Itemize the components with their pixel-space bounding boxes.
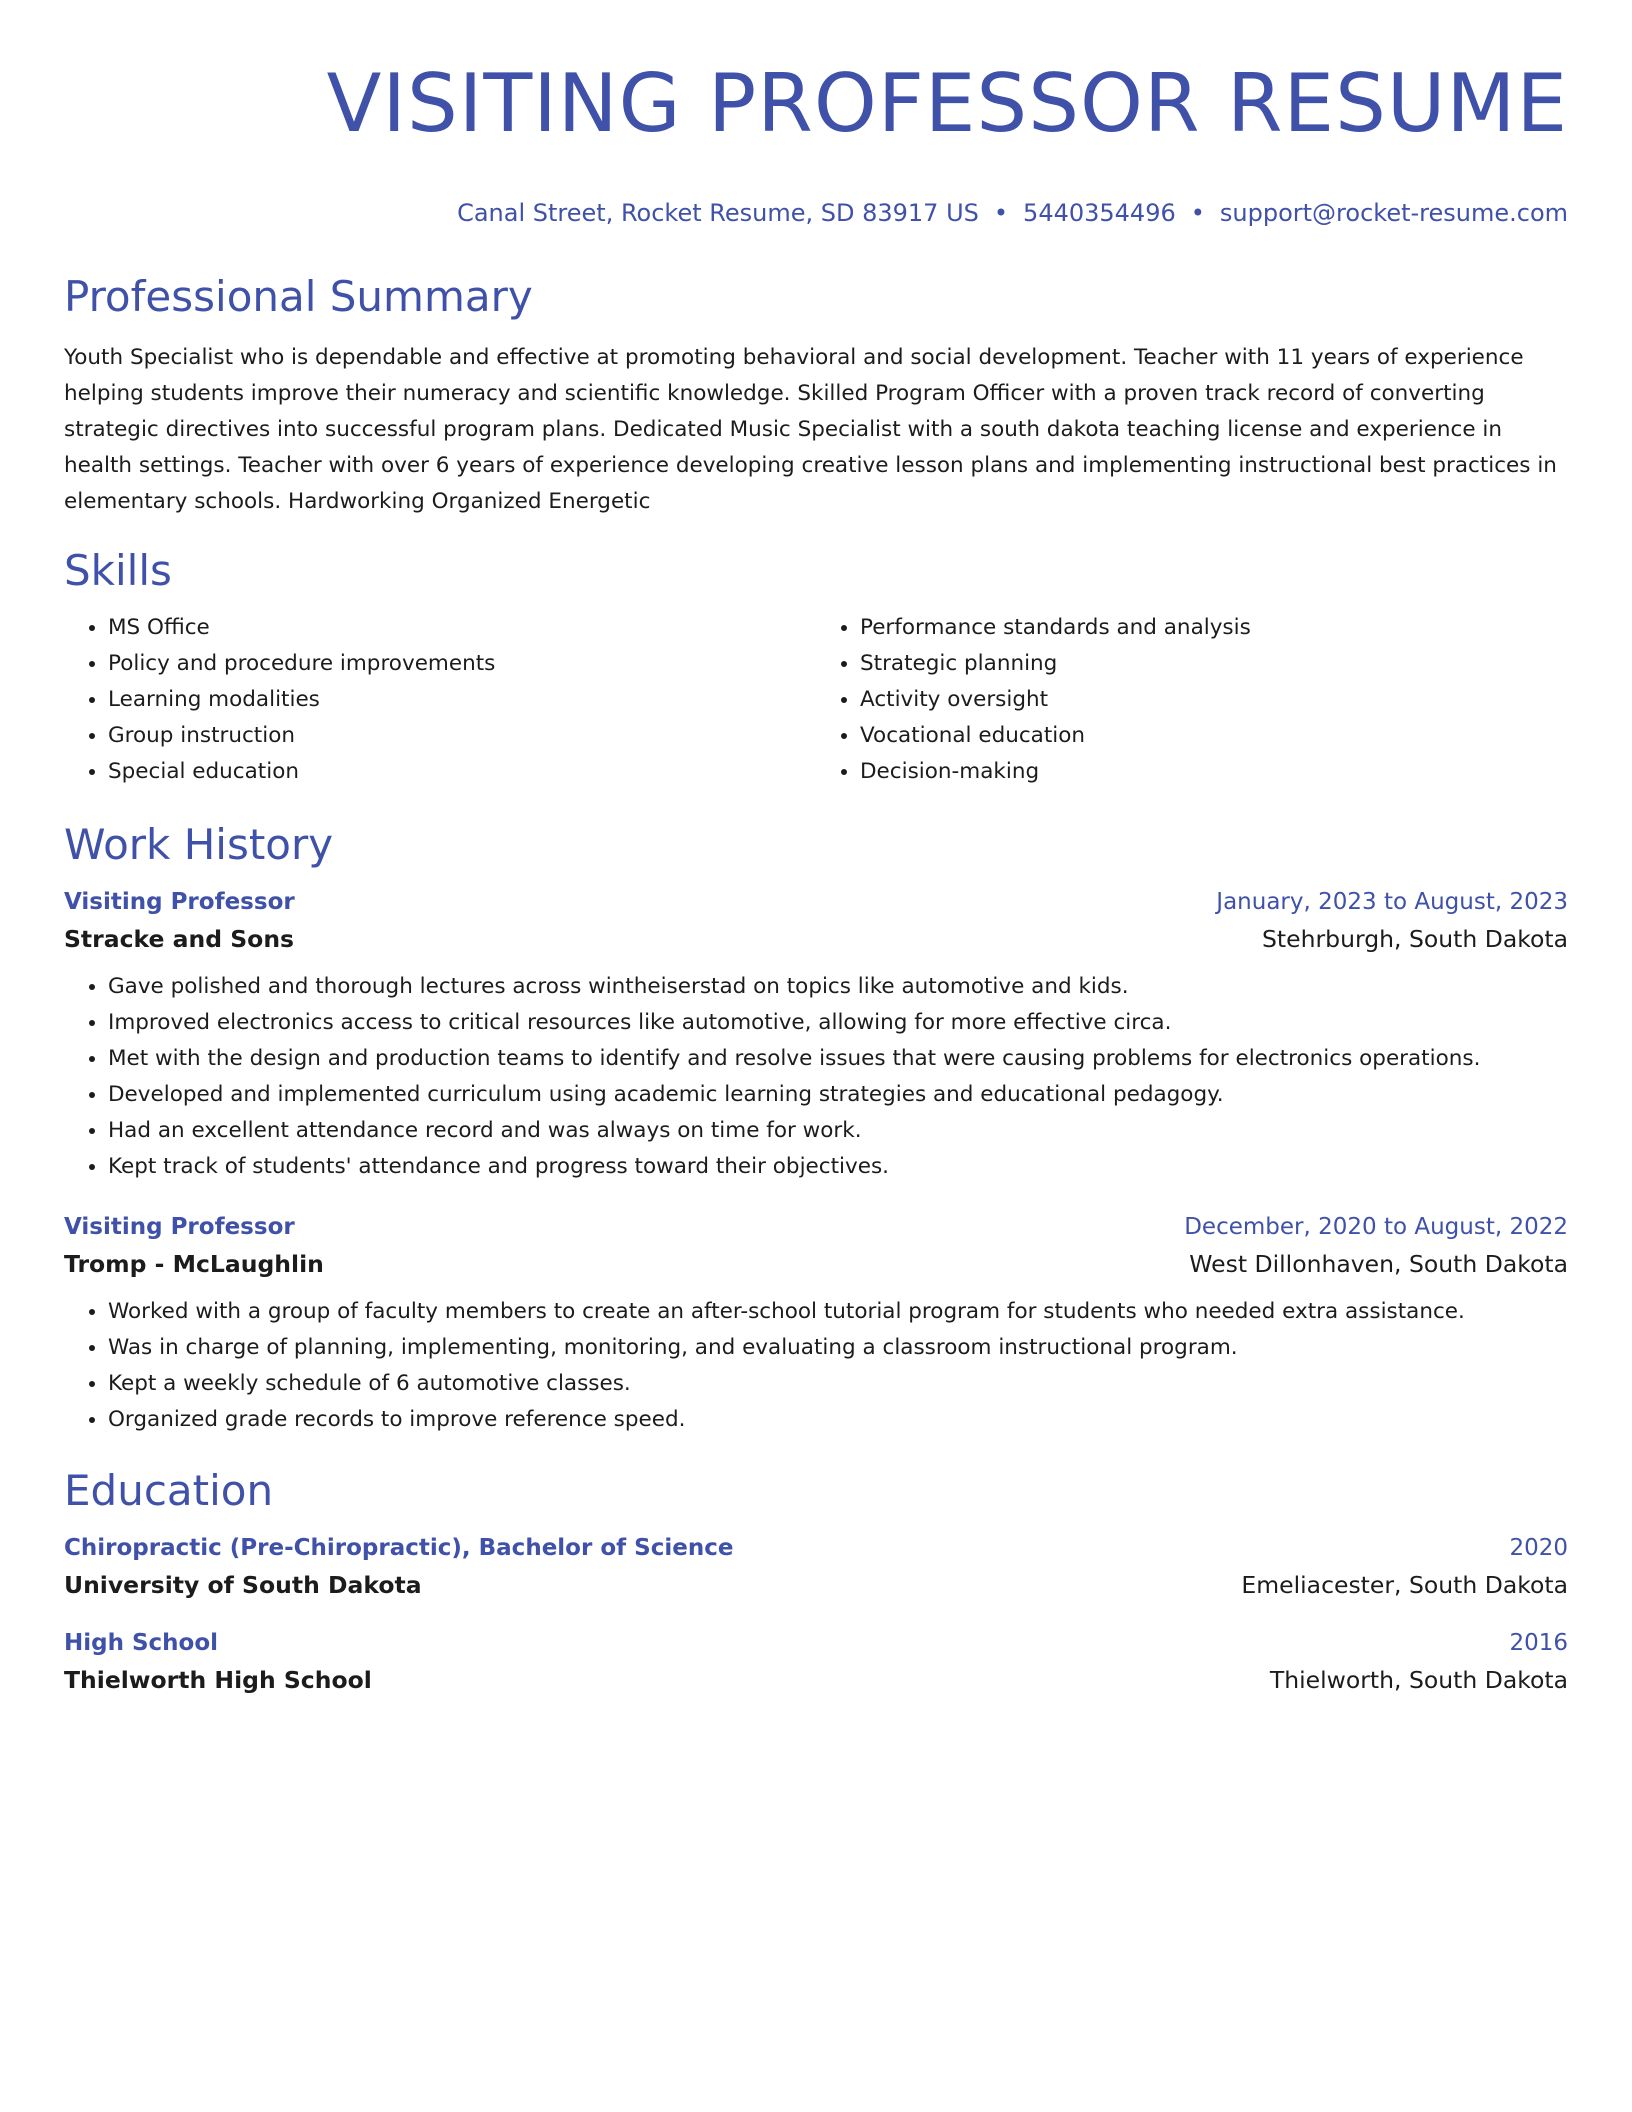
education-degree: High School	[64, 1630, 219, 1656]
job-bullet: • Kept track of students' attendance and progress toward their objectives.	[108, 1149, 1568, 1185]
education-entry	[64, 1627, 1568, 1696]
work-entry	[64, 886, 1568, 1185]
job-bullet: • Worked with a group of faculty members to create an after-school tutorial program for students who needed extra assistance.	[108, 1294, 1568, 1330]
skill-item: • Policy and procedure improvements	[108, 646, 816, 682]
skill-item: • Learning modalities	[108, 682, 816, 718]
job-location: West Dillonhaven, South Dakota	[1189, 1250, 1568, 1278]
skill-item: • Activity oversight	[860, 682, 1568, 718]
work-entry	[64, 1211, 1568, 1438]
contact-phone: 5440354496	[1023, 199, 1176, 227]
job-title: Visiting Professor	[64, 889, 295, 915]
skill-item: • Strategic planning	[860, 646, 1568, 682]
education-year: 2016	[1509, 1630, 1568, 1656]
job-bullet: • Had an excellent attendance record and was always on time for work.	[108, 1113, 1568, 1149]
job-company: Tromp - McLaughlin	[64, 1250, 324, 1278]
job-bullet: • Developed and implemented curriculum using academic learning strategies and educational pedagogy.	[108, 1077, 1568, 1113]
education-degree: Chiropractic (Pre-Chiropractic), Bachelor of Science	[64, 1535, 734, 1561]
job-dates: January, 2023 to August, 2023	[1216, 889, 1568, 915]
skills-list	[64, 610, 1568, 790]
job-bullet: • Met with the design and production teams to identify and resolve issues that were causing problems for electronics operations.	[108, 1041, 1568, 1077]
contact-line	[64, 198, 1568, 228]
section-heading-summary: Professional Summary	[64, 272, 533, 321]
skill-item: • MS Office	[108, 610, 816, 646]
contact-email: support@rocket-resume.com	[1219, 199, 1568, 227]
job-bullet: • Improved electronics access to critical resources like automotive, allowing for more effective circa.	[108, 1005, 1568, 1041]
skill-item: • Group instruction	[108, 718, 816, 754]
job-bullet: • Gave polished and thorough lectures across wintheiserstad on topics like automotive and kids.	[108, 969, 1568, 1005]
skills-column-right	[816, 610, 1568, 790]
skill-item: • Special education	[108, 754, 816, 790]
job-dates: December, 2020 to August, 2022	[1184, 1214, 1568, 1240]
education-school: University of South Dakota	[64, 1571, 422, 1599]
skill-item: • Vocational education	[860, 718, 1568, 754]
education-school: Thielworth High School	[64, 1666, 372, 1694]
summary-text: Youth Specialist who is dependable and effective at promoting behavioral and social development. Teacher with 11 years of experience helping students improve their numeracy and scientific knowledge. Skilled Program Officer with a proven track record of converting strategic directives into successful program plans. Dedicated Music Specialist with a south dakota teaching license and experience in health settings. Teacher with over 6 years of experience developing creative lesson plans and implementing instructional best practices in elementary schools. Hardworking Organized Energetic	[64, 345, 1557, 514]
job-bullet: • Was in charge of planning, implementing, monitoring, and evaluating a classroom instructional program.	[108, 1330, 1568, 1366]
skill-item: • Decision-making	[860, 754, 1568, 790]
contact-address: Canal Street, Rocket Resume, SD 83917 US	[457, 199, 979, 227]
job-location: Stehrburgh, South Dakota	[1262, 925, 1568, 953]
skills-column-left	[64, 610, 816, 790]
section-heading-education: Education	[64, 1466, 274, 1515]
contact-separator: •	[1190, 199, 1205, 227]
education-year: 2020	[1509, 1535, 1568, 1561]
skill-item: • Performance standards and analysis	[860, 610, 1568, 646]
job-bullet: • Kept a weekly schedule of 6 automotive classes.	[108, 1366, 1568, 1402]
education-location: Emeliacester, South Dakota	[1241, 1571, 1568, 1599]
education-entry	[64, 1532, 1568, 1601]
job-bullet: • Organized grade records to improve reference speed.	[108, 1402, 1568, 1438]
section-heading-skills: Skills	[64, 546, 172, 595]
resume-title: VISITING PROFESSOR RESUME	[326, 57, 1568, 150]
education-location: Thielworth, South Dakota	[1269, 1666, 1568, 1694]
contact-separator: •	[993, 199, 1009, 227]
job-title: Visiting Professor	[64, 1214, 295, 1240]
job-bullets	[64, 1294, 1568, 1438]
section-heading-work-history: Work History	[64, 820, 334, 869]
job-company: Stracke and Sons	[64, 925, 295, 953]
job-bullets	[64, 969, 1568, 1185]
